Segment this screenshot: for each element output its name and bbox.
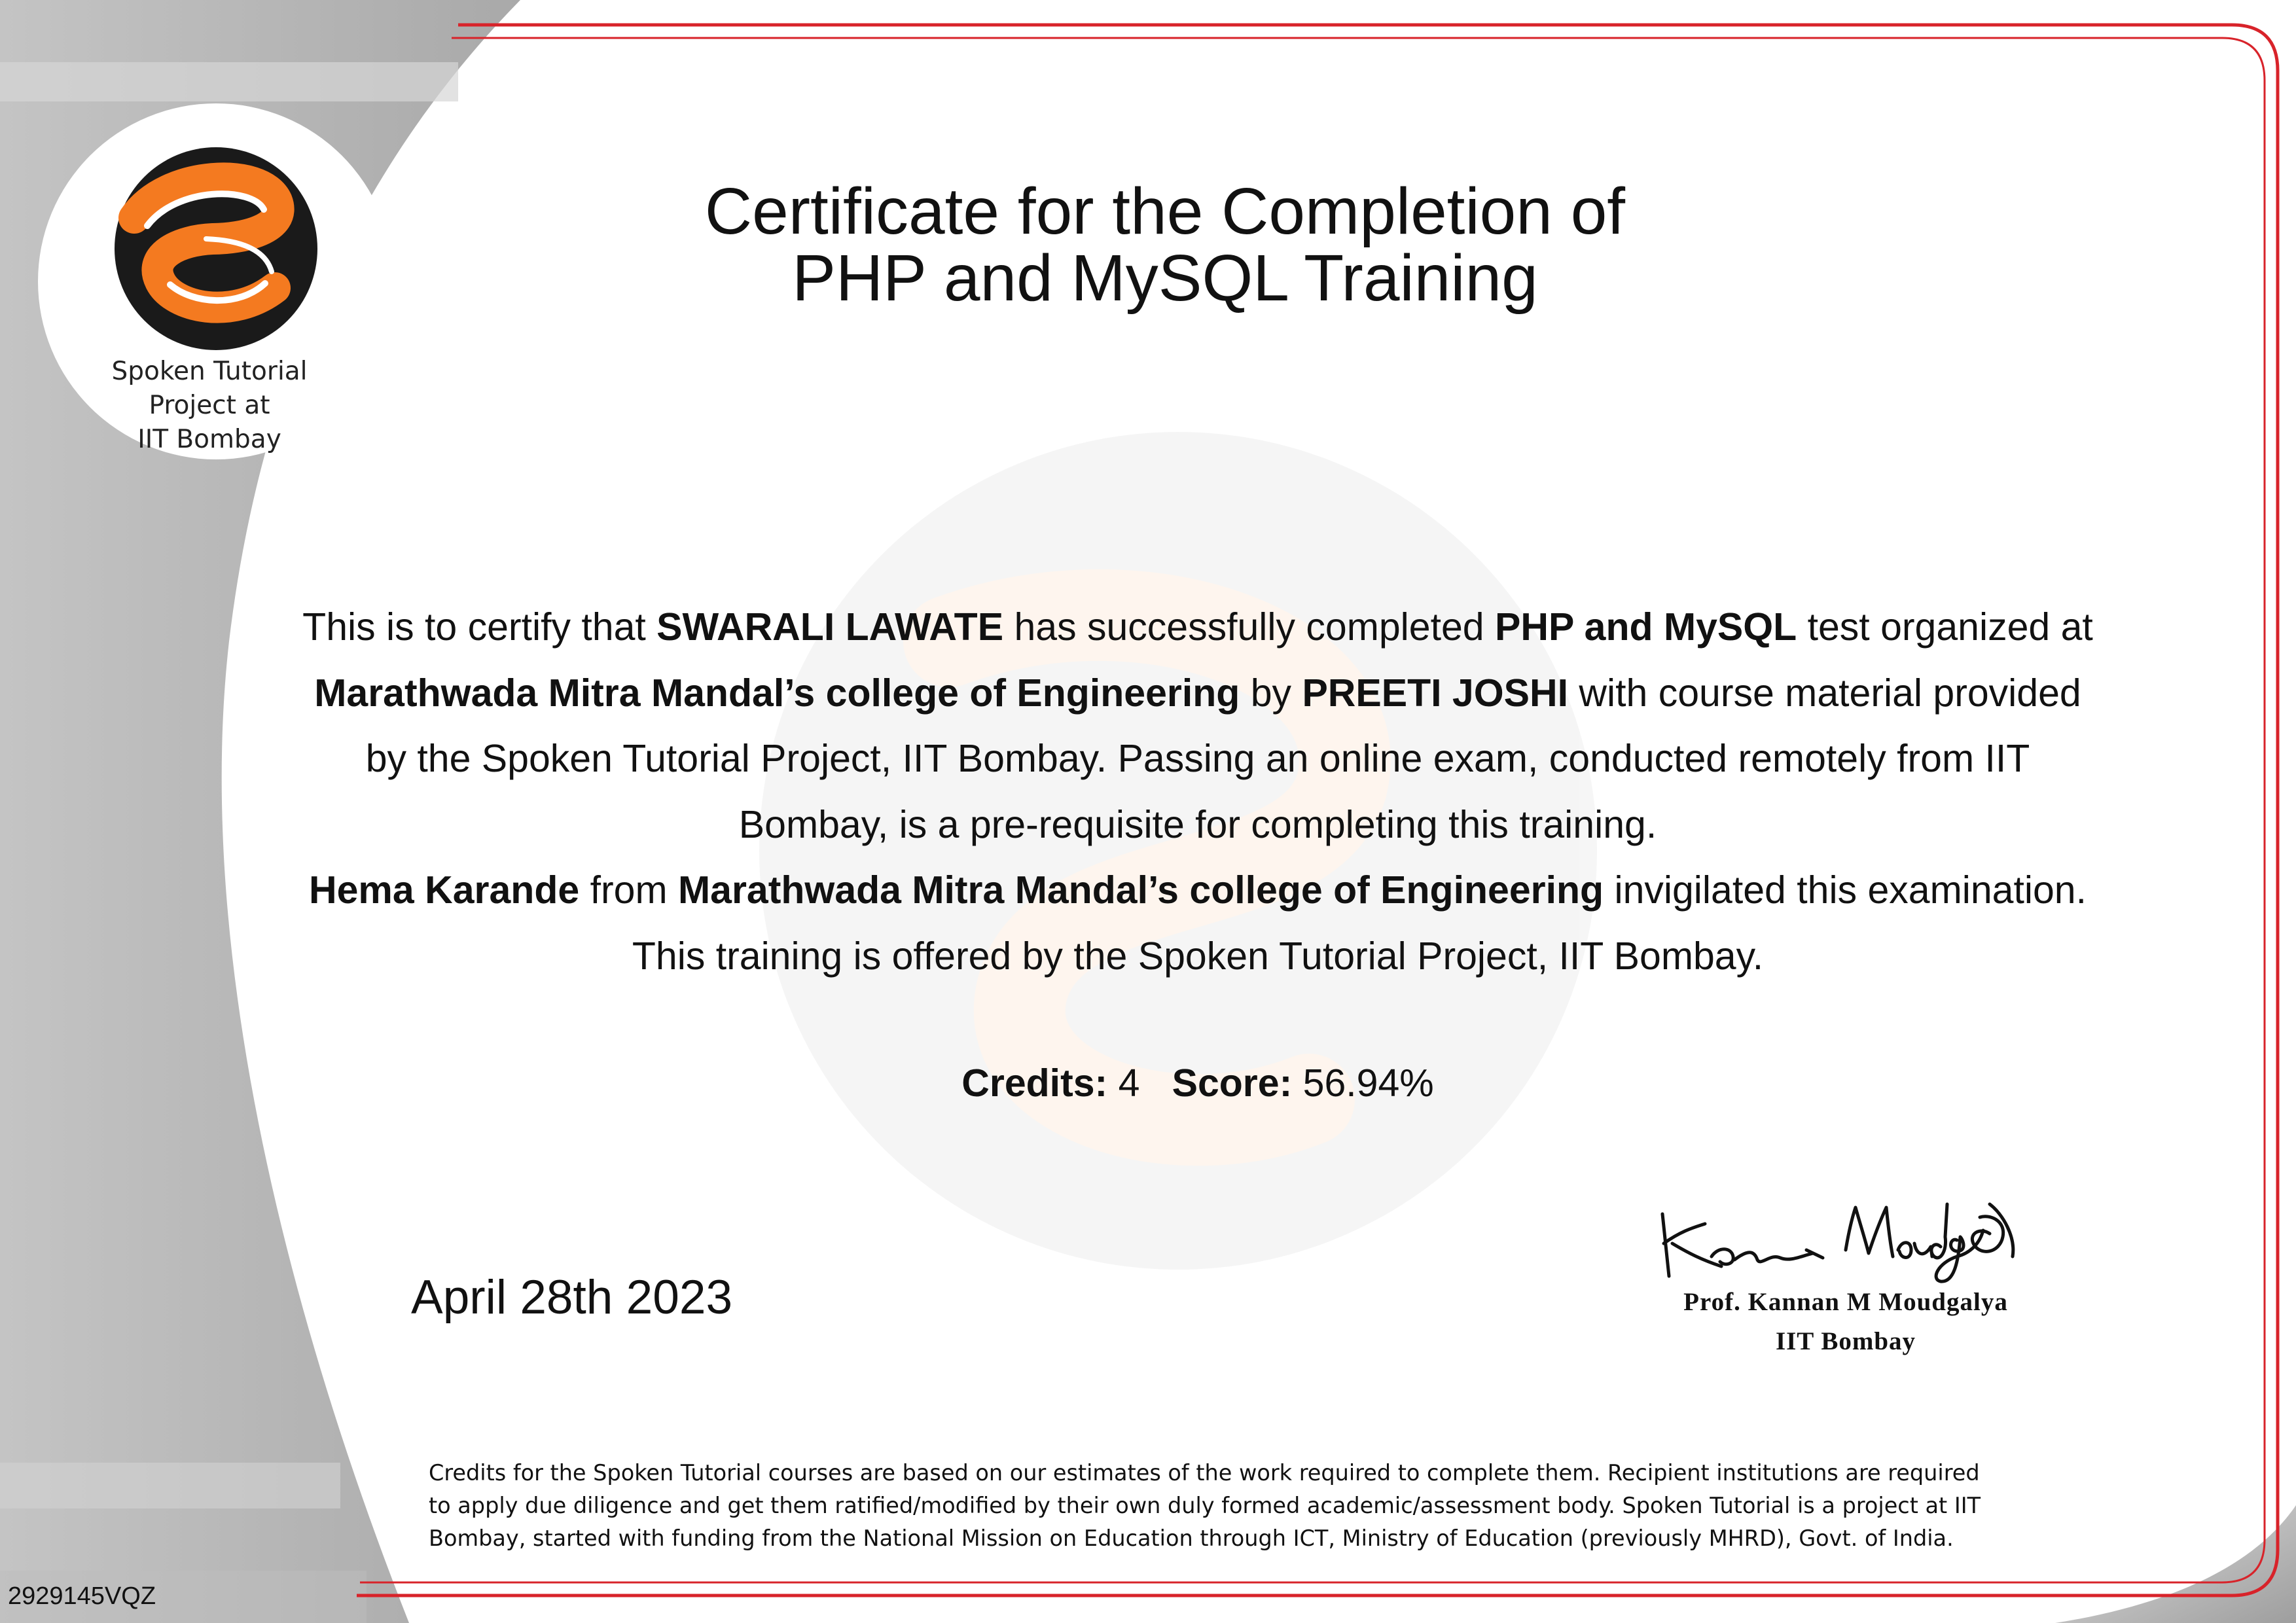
body-line6: This training is offered by the Spoken Tutorial Project, IIT Bombay. (632, 934, 1764, 978)
body-line2 (216, 660, 2179, 726)
invigilator-name: Hema Karande (309, 868, 580, 912)
body-line5 (216, 857, 2179, 923)
issue-date: April 28th 2023 (411, 1271, 733, 1324)
score-value: 56.94% (1292, 1061, 1434, 1105)
course-name: PHP and MySQL (1495, 605, 1797, 649)
logo-caption (79, 355, 340, 457)
logo-caption-line2: Project at (149, 391, 270, 420)
signature-image (1649, 1178, 2042, 1286)
spoken-tutorial-logo (108, 141, 324, 357)
body-text-span: test organized at (1797, 605, 2093, 649)
certificate-id: 2929145VQZ (8, 1582, 156, 1610)
score-label: Score: (1172, 1061, 1293, 1105)
body-line1 (216, 594, 2179, 660)
body-text-span: This is to certify that (302, 605, 657, 649)
coordinator-name: PREETI JOSHI (1302, 671, 1568, 715)
body-text-span: has successfully completed (1003, 605, 1496, 649)
certificate-body (216, 594, 2179, 989)
credits-score (805, 1057, 1590, 1109)
body-line4: Bombay, is a pre-requisite for completing this training. (738, 802, 1657, 846)
body-text-span: from (579, 868, 678, 912)
footnote-line3: Bombay, started with funding from the National Mission on Education through ICT, Ministry of Education (previously MHRD), Govt. of India. (429, 1525, 1954, 1551)
body-text-span: invigilated this examination. (1604, 868, 2087, 912)
title-line2: PHP and MySQL Training (792, 241, 1538, 315)
credits-value: 4 (1107, 1061, 1140, 1105)
signatory-block (1597, 1283, 2094, 1361)
footnote-line1: Credits for the Spoken Tutorial courses are based on our estimates of the work required to complete them. Recipient institutions are required (429, 1460, 1980, 1486)
participant-name: SWARALI LAWATE (656, 605, 1004, 649)
footnote-line2: to apply due diligence and get them ratified/modified by their own duly formed academic/assessment body. Spoken Tutorial is a project at IIT (429, 1493, 1981, 1518)
signatory-org: IIT Bombay (1775, 1327, 1916, 1355)
institution-name: Marathwada Mitra Mandal’s college of Engineering (314, 671, 1240, 715)
footnote (429, 1457, 2209, 1555)
title-line1: Certificate for the Completion of (704, 175, 1626, 248)
body-line3: by the Spoken Tutorial Project, IIT Bombay. Passing an online exam, conducted remotely from IIT (365, 737, 2030, 780)
certificate-title (511, 175, 1820, 315)
signatory-name: Prof. Kannan M Moudgalya (1683, 1288, 2008, 1316)
credits-label: Credits: (961, 1061, 1108, 1105)
body-text-span: by (1240, 671, 1302, 715)
body-text-span: with course material provided (1568, 671, 2081, 715)
logo-caption-line3: IIT Bombay (137, 425, 281, 454)
logo-caption-line1: Spoken Tutorial (111, 357, 308, 386)
invigilator-institution: Marathwada Mitra Mandal’s college of Engineering (678, 868, 1604, 912)
